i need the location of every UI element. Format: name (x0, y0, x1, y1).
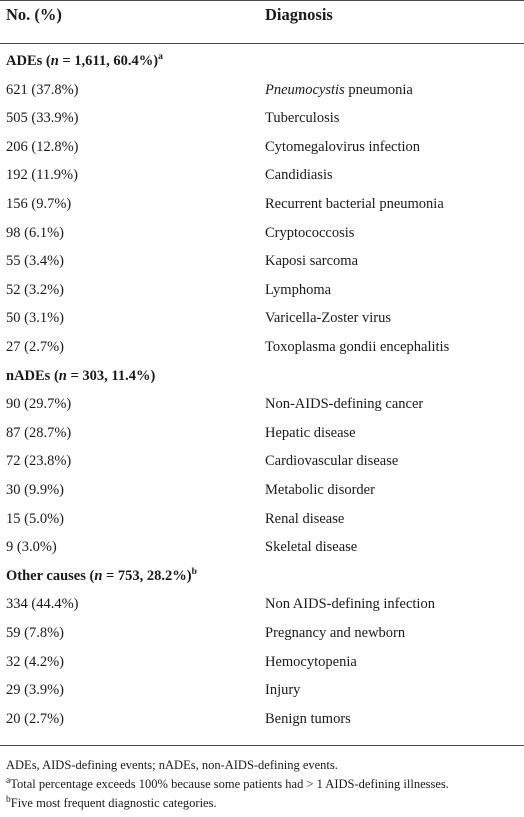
diagnosis-cell: Tuberculosis (265, 110, 340, 127)
table-row (0, 104, 524, 133)
table-row (0, 619, 524, 648)
diagnosis-cell: Skeletal disease (265, 539, 358, 556)
count-cell: 20 (2.7%) (6, 710, 64, 727)
diagnosis-cell: Recurrent bacterial pneumonia (265, 196, 444, 212)
count-cell: 505 (33.9%) (6, 110, 79, 127)
table-row (0, 161, 524, 190)
diagnosis-cell: Metabolic disorder (265, 482, 375, 498)
diagnosis-cell: Pneumocystis pneumonia (265, 81, 413, 98)
section-heading (0, 47, 524, 76)
table-row (0, 505, 524, 534)
count-cell: 9 (3.0%) (6, 539, 57, 556)
diagnosis-cell: Candidiasis (265, 167, 333, 184)
table-header (0, 0, 524, 43)
count-cell: 621 (37.8%) (6, 81, 79, 98)
table-row (0, 76, 524, 105)
diagnosis-cell: Cytomegalovirus infection (265, 138, 421, 155)
table-row (0, 390, 524, 419)
table-row (0, 276, 524, 305)
section-label: ADEs (n = 1,611, 60.4%)$^a$ (6, 52, 163, 69)
count-cell: 98 (6.1%) (6, 224, 64, 241)
diagnosis-cell: Non-AIDS-defining cancer (265, 396, 424, 413)
header-count: No. (%) (6, 5, 62, 24)
diagnosis-cell: Pregnancy and newborn (265, 625, 406, 641)
footnote: ADEs, AIDS-defining events; nADEs, non-AIDS-defining events. (6, 758, 338, 772)
count-cell: 87 (28.7%) (6, 424, 72, 441)
diagnosis-cell: Hepatic disease (265, 424, 356, 441)
section-label: nADEs (n = 303, 11.4%) (6, 367, 156, 384)
count-cell: 206 (12.8%) (6, 138, 79, 155)
section-label: Other causes (n = 753, 28.2%)$^b$ (6, 566, 197, 584)
section-heading (0, 362, 524, 391)
table-row (0, 333, 524, 362)
section-heading (0, 562, 524, 591)
count-cell: 90 (29.7%) (6, 396, 72, 413)
count-cell: 15 (5.0%) (6, 510, 64, 527)
table-row (0, 476, 524, 505)
footnote: $^b$Five most frequent diagnostic categories. (6, 794, 217, 810)
footnote: $^a$Total percentage exceeds 100% because some patients had > 1 AIDS-defining illnesses. (6, 775, 449, 791)
table-row (0, 304, 524, 333)
diagnosis-cell: Toxoplasma gondii encephalitis (265, 339, 450, 355)
table-row (0, 590, 524, 619)
diagnosis-cell: Hemocytopenia (265, 653, 357, 670)
count-cell: 156 (9.7%) (6, 196, 72, 212)
count-cell: 55 (3.4%) (6, 253, 64, 270)
table-row (0, 705, 524, 734)
count-cell: 32 (4.2%) (6, 653, 64, 670)
diagnosis-cell: Benign tumors (265, 710, 351, 727)
count-cell: 59 (7.8%) (6, 625, 64, 641)
diagnosis-cell: Non AIDS-defining infection (265, 596, 435, 613)
table-row (0, 219, 524, 248)
count-cell: 334 (44.4%) (6, 596, 79, 613)
table-row (0, 419, 524, 448)
table-row (0, 133, 524, 162)
table-row (0, 533, 524, 562)
count-cell: 29 (3.9%) (6, 682, 64, 699)
table-row (0, 447, 524, 476)
count-cell: 50 (3.1%) (6, 310, 64, 327)
count-cell: 192 (11.9%) (6, 167, 78, 184)
table-row (0, 676, 524, 705)
diagnosis-cell: Cardiovascular disease (265, 453, 399, 470)
count-cell: 30 (9.9%) (6, 482, 64, 498)
diagnosis-cell: Kaposi sarcoma (265, 253, 359, 270)
header-diagnosis: Diagnosis (265, 5, 333, 24)
table-row (0, 190, 524, 219)
count-cell: 27 (2.7%) (6, 339, 64, 355)
header-rule (0, 43, 524, 44)
diagnosis-cell: Renal disease (265, 510, 345, 527)
table-row (0, 247, 524, 276)
table-bottom-rule (0, 745, 524, 746)
table-row (0, 648, 524, 677)
diagnosis-cell: Injury (265, 682, 301, 699)
count-cell: 72 (23.8%) (6, 453, 72, 470)
count-cell: 52 (3.2%) (6, 281, 64, 298)
diagnosis-cell: Cryptococcosis (265, 224, 355, 241)
diagnosis-cell: Lymphoma (265, 281, 332, 298)
diagnosis-cell: Varicella-Zoster virus (265, 310, 392, 327)
